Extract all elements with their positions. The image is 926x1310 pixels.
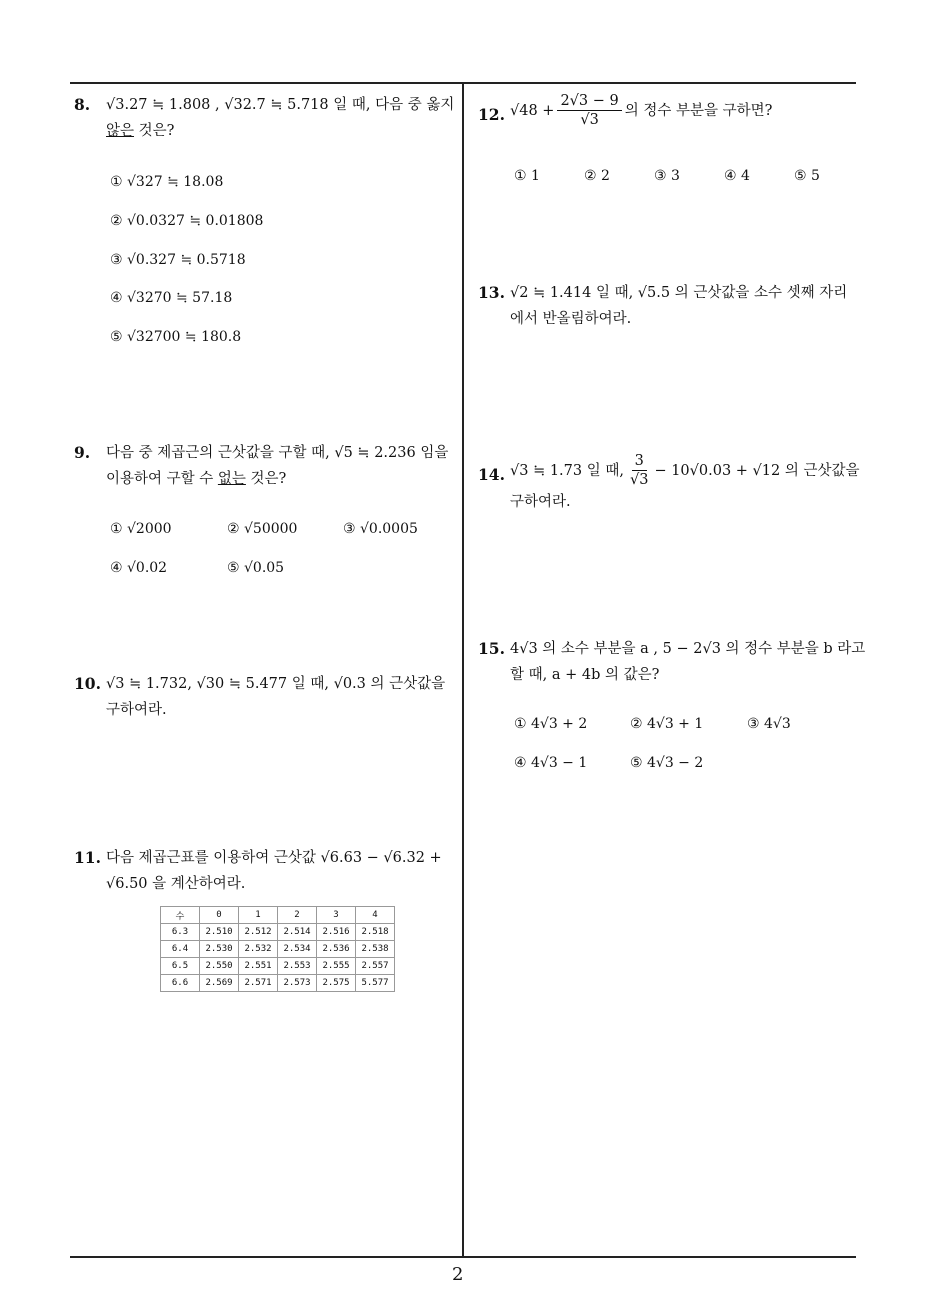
fraction-numerator: 2√3 − 9: [557, 92, 621, 111]
square-root-table: [160, 906, 395, 992]
table-header-cell: 4: [356, 907, 395, 924]
table-row: [161, 924, 395, 941]
table-cell: 6.4: [161, 941, 200, 958]
expression-part: √3 ≒ 1.73 일 때,: [510, 462, 624, 479]
option-1[interactable]: ① √327 ≒ 18.08: [110, 174, 224, 190]
table-cell: 2.532: [239, 941, 278, 958]
fraction-denominator: √3: [580, 112, 599, 128]
table-cell: 2.538: [356, 941, 395, 958]
fraction: [557, 92, 621, 129]
option-1[interactable]: ① 1: [514, 168, 540, 184]
question-tail: 것은?: [134, 123, 175, 139]
question-text: [510, 280, 862, 332]
question-number: 15.: [478, 639, 505, 658]
table-cell: 6.5: [161, 958, 200, 975]
option-4[interactable]: ④ √0.02: [110, 560, 168, 576]
question-14: [478, 452, 862, 515]
question-line: 할 때, a + 4b 의 값은?: [510, 667, 660, 683]
question-line: √3.27 ≒ 1.808 , √32.7 ≒ 5.718 일 때, 다음 중 옳지: [106, 97, 455, 113]
question-line: 구하여라.: [106, 702, 167, 718]
question-number: 11.: [74, 848, 101, 867]
option-1[interactable]: ① 4√3 + 2: [514, 716, 588, 732]
expression-part: − 10√0.03 + √12 의 근삿값을: [654, 462, 860, 479]
question-10: [74, 671, 458, 723]
table-cell: 6.6: [161, 975, 200, 992]
table-header-cell: 3: [317, 907, 356, 924]
option-2[interactable]: ② √0.0327 ≒ 0.01808: [110, 213, 264, 229]
bottom-rule: [70, 1256, 856, 1258]
underlined-word: 없는: [217, 471, 246, 487]
option-3[interactable]: ③ √0.327 ≒ 0.5718: [110, 252, 246, 268]
question-number: 10.: [74, 674, 101, 693]
option-2[interactable]: ② 4√3 + 1: [630, 716, 704, 732]
question-11: [74, 845, 458, 897]
question-text: [510, 92, 862, 129]
question-number: 8.: [74, 95, 91, 114]
question-line: 다음 제곱근표를 이용하여 근삿값 √6.63 − √6.32 +: [106, 850, 442, 866]
question-number: 9.: [74, 443, 91, 462]
question-line: √3 ≒ 1.732, √30 ≒ 5.477 일 때, √0.3 의 근삿값을: [106, 676, 446, 692]
table-cell: 2.555: [317, 958, 356, 975]
table-cell: 2.573: [278, 975, 317, 992]
fraction: [627, 452, 651, 489]
question-line: 에서 반올림하여라.: [510, 311, 632, 327]
table-header-cell: 1: [239, 907, 278, 924]
page-number: 2: [452, 1264, 464, 1285]
question-line: √2 ≒ 1.414 일 때, √5.5 의 근삿값을 소수 셋째 자리: [510, 285, 848, 301]
table-row: [161, 941, 395, 958]
option-5[interactable]: ⑤ 5: [794, 168, 820, 184]
fraction-numerator: 3: [632, 452, 647, 471]
question-text: [106, 92, 458, 144]
question-line: 4√3 의 소수 부분을 a , 5 − 2√3 의 정수 부분을 b 라고: [510, 641, 866, 657]
question-12: [478, 92, 862, 129]
question-text: [106, 845, 458, 897]
table-cell: 2.530: [200, 941, 239, 958]
question-tail: 의 정수 부분을 구하면?: [624, 102, 773, 119]
table-cell: 2.553: [278, 958, 317, 975]
question-text: [510, 452, 862, 515]
question-number: 13.: [478, 283, 505, 302]
option-2[interactable]: ② 2: [584, 168, 610, 184]
table-row: [161, 975, 395, 992]
table-cell: 2.516: [317, 924, 356, 941]
question-15: [478, 636, 866, 688]
column-divider: [462, 82, 464, 1257]
table-cell: 6.3: [161, 924, 200, 941]
table-cell: 2.512: [239, 924, 278, 941]
fraction-denominator: √3: [629, 472, 649, 488]
option-3[interactable]: ③ 4√3: [747, 716, 791, 732]
option-5[interactable]: ⑤ 4√3 − 2: [630, 755, 704, 771]
question-line: [106, 118, 458, 144]
option-4[interactable]: ④ √3270 ≒ 57.18: [110, 290, 233, 306]
table-cell: 2.510: [200, 924, 239, 941]
question-number: 12.: [478, 105, 505, 124]
table-header-cell: 0: [200, 907, 239, 924]
option-5[interactable]: ⑤ √32700 ≒ 180.8: [110, 329, 242, 345]
table-header-cell: 수: [161, 907, 200, 924]
question-13: [478, 280, 862, 332]
table-cell: 2.518: [356, 924, 395, 941]
table-row: [161, 958, 395, 975]
question-text: [106, 440, 458, 492]
question-8: [74, 92, 458, 144]
option-5[interactable]: ⑤ √0.05: [227, 560, 285, 576]
option-4[interactable]: ④ 4√3 − 1: [514, 755, 588, 771]
question-line: √6.50 을 계산하여라.: [106, 876, 246, 892]
question-text-part: 것은?: [245, 471, 287, 487]
option-2[interactable]: ② √50000: [227, 521, 298, 537]
option-3[interactable]: ③ 3: [654, 168, 680, 184]
table-cell: 2.551: [239, 958, 278, 975]
table-header-row: [161, 907, 395, 924]
question-line: [106, 466, 458, 492]
table-cell: 2.514: [278, 924, 317, 941]
question-line: 구하여라.: [510, 494, 571, 510]
option-4[interactable]: ④ 4: [724, 168, 750, 184]
question-line: 다음 중 제곱근의 근삿값을 구할 때, √5 ≒ 2.236 임을: [106, 445, 449, 461]
table-cell: 5.577: [356, 975, 395, 992]
table-cell: 2.550: [200, 958, 239, 975]
question-line: [510, 452, 862, 489]
question-number: 14.: [478, 465, 505, 484]
question-text: [510, 636, 866, 688]
question-text: [106, 671, 458, 723]
table-cell: 2.571: [239, 975, 278, 992]
underlined-word: 않은: [106, 123, 135, 139]
option-1[interactable]: ① √2000: [110, 521, 172, 537]
table-cell: 2.557: [356, 958, 395, 975]
option-3[interactable]: ③ √0.0005: [343, 521, 418, 537]
question-text-part: 이용하여 구할 수: [106, 471, 218, 487]
table-cell: 2.575: [317, 975, 356, 992]
table-cell: 2.536: [317, 941, 356, 958]
table-header-cell: 2: [278, 907, 317, 924]
question-9: [74, 440, 458, 492]
expression-part: √48 +: [510, 102, 555, 119]
table-cell: 2.569: [200, 975, 239, 992]
table-cell: 2.534: [278, 941, 317, 958]
